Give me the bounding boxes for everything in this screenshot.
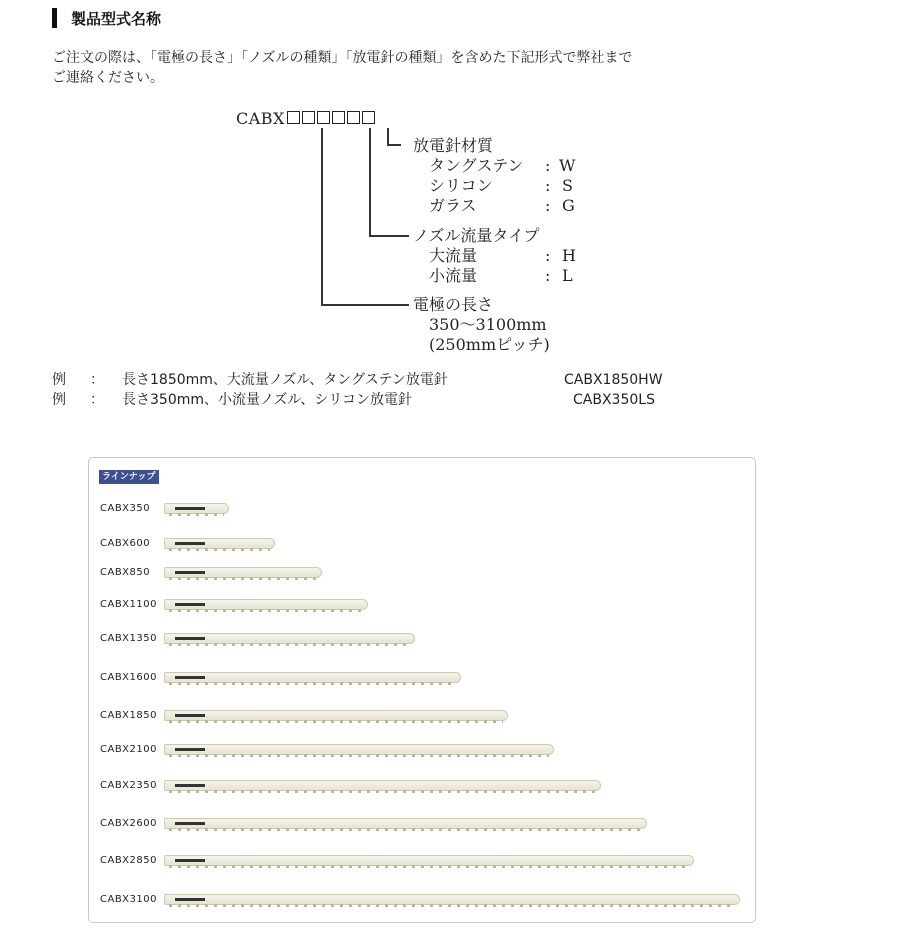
lineup-model-label: CABX1350: [100, 633, 157, 644]
lineup-electrode-bar: [164, 567, 322, 578]
lineup-model-label: CABX2100: [100, 744, 157, 755]
heading-text: 製品型式名称: [71, 9, 162, 28]
lineup-electrode-bar: [164, 503, 229, 514]
example-desc: 長さ1850mm、大流量ノズル、タングステン放電針: [122, 372, 448, 388]
intro-line: ご注文の際は、「電極の長さ」「ノズルの種類」「放電針の種類」を含めた下記形式で弊社まで: [52, 50, 633, 66]
placeholder-box: [347, 111, 360, 124]
example-label: 例: [52, 392, 66, 408]
example-row: [52, 390, 752, 410]
length-title: 電極の長さ: [413, 295, 494, 314]
option-colon: :: [545, 176, 551, 195]
connector-needle-h: [387, 144, 401, 146]
lineup-model-label: CABX850: [100, 567, 151, 578]
lineup-electrode-bar: [164, 599, 368, 610]
placeholder-box: [287, 111, 300, 124]
lineup-electrode-bar: [164, 633, 415, 644]
example-row: [52, 370, 752, 390]
intro-line: ご連絡ください。: [52, 70, 164, 86]
option-colon: :: [545, 196, 551, 215]
needle-option-code: S: [562, 176, 573, 195]
needle-option-name: ガラス: [429, 196, 477, 215]
lineup-electrode-bar: [164, 710, 508, 721]
length-pitch: (250mmピッチ): [429, 335, 550, 354]
placeholder-box: [362, 111, 375, 124]
lineup-model-label: CABX600: [100, 538, 151, 549]
example-code: CABX1850HW: [564, 372, 663, 388]
connector-length-v: [321, 128, 323, 305]
nozzle-option-name: 大流量: [429, 246, 478, 265]
option-colon: :: [545, 266, 551, 285]
connector-nozzle-v: [369, 128, 371, 236]
example-label: 例: [52, 372, 66, 388]
placeholder-boxes: [287, 111, 377, 124]
lineup-model-label: CABX2850: [100, 855, 157, 866]
example-code: CABX350LS: [573, 392, 655, 408]
option-colon: :: [545, 156, 551, 175]
lineup-model-label: CABX1100: [100, 599, 157, 610]
lineup-model-label: CABX3100: [100, 894, 157, 905]
needle-title: 放電針材質: [413, 136, 494, 155]
example-sep: ：: [90, 392, 104, 408]
needle-option-name: シリコン: [429, 176, 493, 195]
examples: [52, 370, 752, 410]
needle-option-code: G: [562, 196, 575, 215]
lineup-model-label: CABX350: [100, 503, 151, 514]
length-range: 350～3100mm: [429, 315, 547, 334]
lineup-panel: [88, 457, 756, 923]
lineup-electrode-bar: [164, 672, 461, 683]
nozzle-option-code: H: [562, 246, 576, 265]
lineup-electrode-bar: [164, 780, 601, 791]
model-prefix: CABX: [236, 109, 285, 128]
lineup-model-label: CABX2600: [100, 818, 157, 829]
lineup-electrode-bar: [164, 818, 647, 829]
connector-length-h: [321, 304, 409, 306]
option-colon: :: [545, 246, 551, 265]
nozzle-option-code: L: [562, 266, 573, 285]
lineup-electrode-bar: [164, 744, 554, 755]
lineup-electrode-bar: [164, 538, 275, 549]
placeholder-box: [317, 111, 330, 124]
lineup-electrode-bar: [164, 855, 694, 866]
needle-option-code: W: [559, 156, 576, 175]
example-desc: 長さ350mm、小流量ノズル、シリコン放電針: [122, 392, 413, 408]
nozzle-option-name: 小流量: [429, 266, 478, 285]
model-code-diagram: [0, 0, 900, 360]
example-sep: ：: [90, 372, 104, 388]
connector-nozzle-h: [369, 235, 409, 237]
connector-needle-v: [387, 128, 389, 145]
nozzle-title: ノズル流量タイプ: [413, 226, 540, 245]
placeholder-box: [332, 111, 345, 124]
lineup-model-label: CABX1850: [100, 710, 157, 721]
lineup-model-label: CABX1600: [100, 672, 157, 683]
needle-option-name: タングステン: [429, 156, 524, 175]
lineup-model-label: CABX2350: [100, 780, 157, 791]
placeholder-box: [302, 111, 315, 124]
lineup-badge: ラインナップ: [99, 470, 159, 484]
lineup-electrode-bar: [164, 894, 740, 905]
